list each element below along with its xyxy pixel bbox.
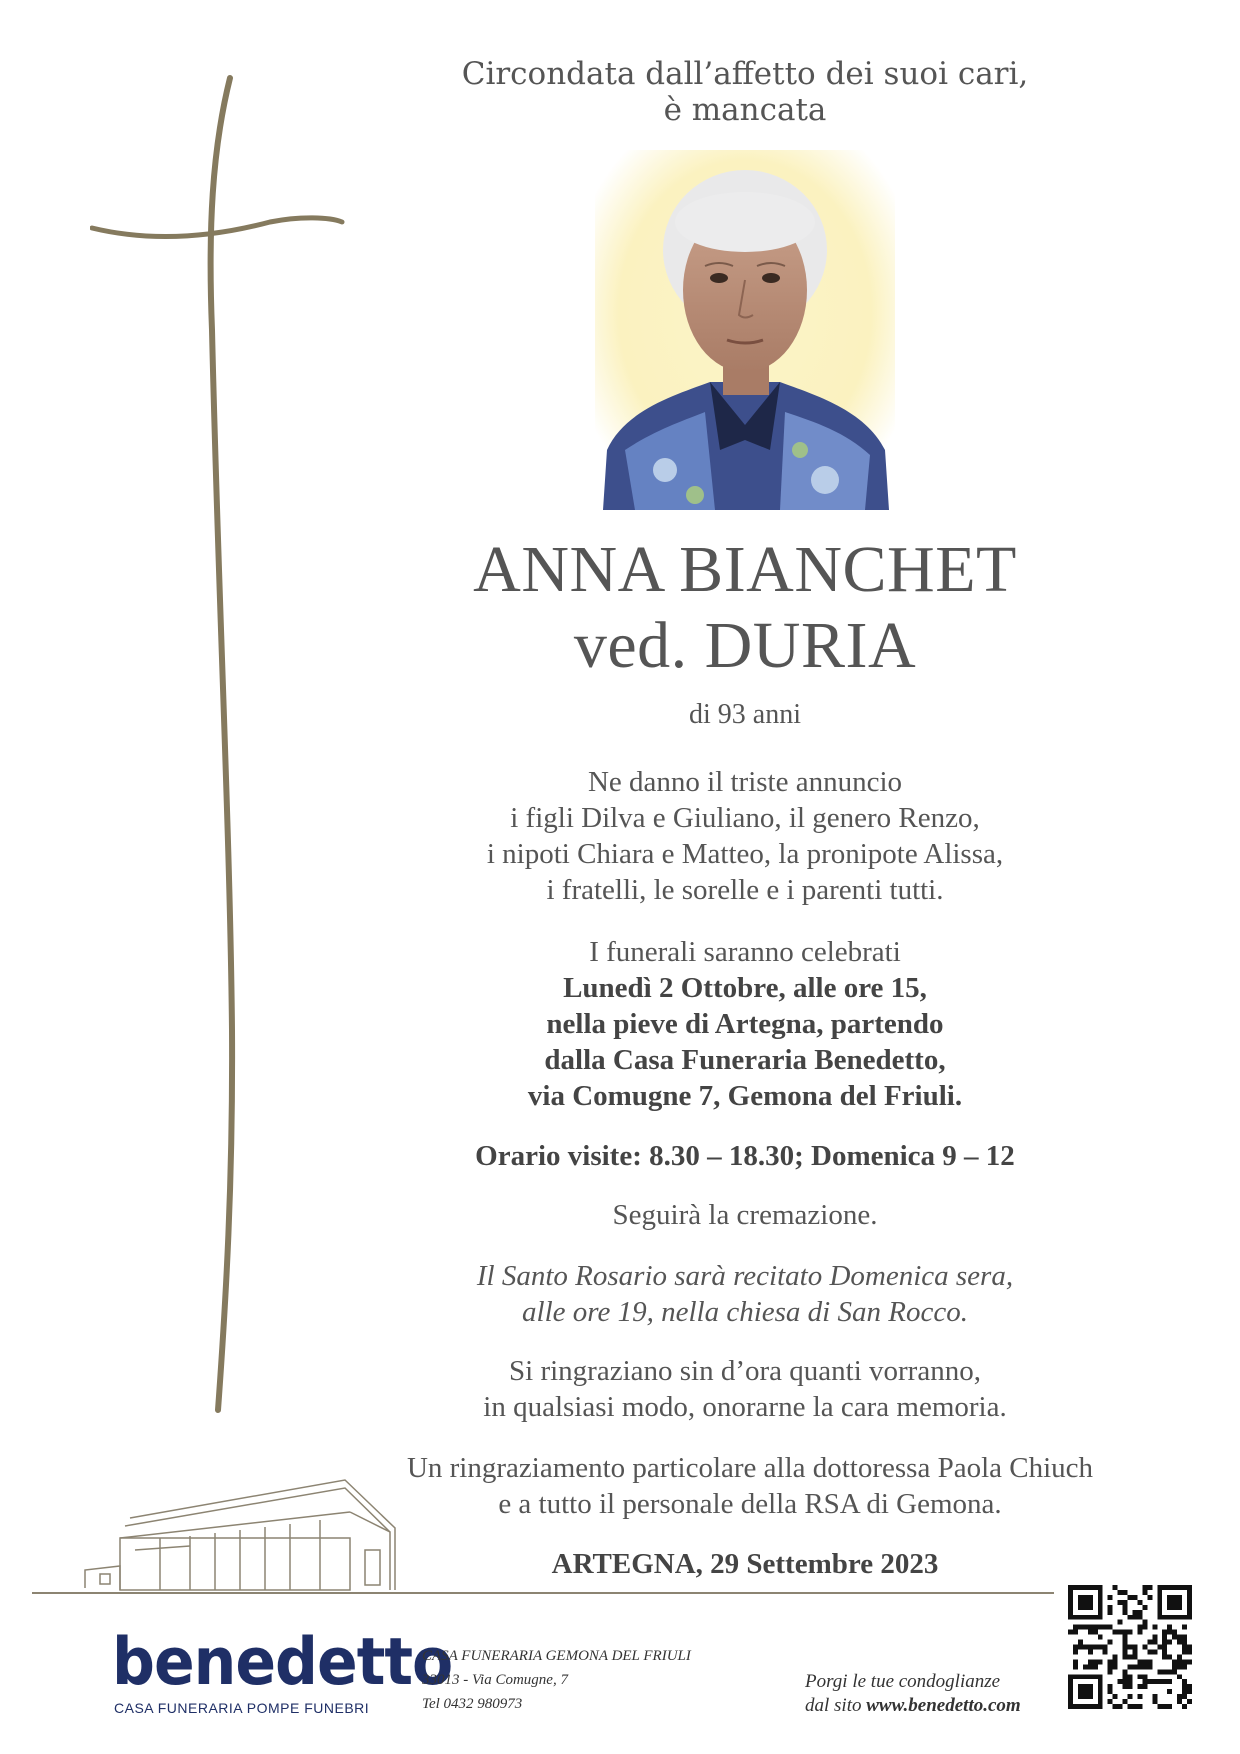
funeral-intro: I funerali saranno celebrati xyxy=(589,936,901,968)
deceased-name xyxy=(440,532,1050,684)
condolences-prefix: dal sito xyxy=(805,1695,867,1716)
website-link[interactable]: www.benedetto.com xyxy=(866,1695,1021,1716)
funeral-paragraph xyxy=(440,934,1050,1114)
condolences-line-1: Porgi le tue condoglianze xyxy=(805,1671,1001,1692)
name-line-2: ved. DURIA xyxy=(573,609,917,682)
rosary-line: alle ore 19, nella chiesa di San Rocco. xyxy=(522,1296,968,1328)
portrait-image xyxy=(595,150,895,510)
funeral-home-building-illustration xyxy=(80,1470,400,1600)
qr-code-icon[interactable] xyxy=(1068,1585,1192,1709)
rosary-line: Il Santo Rosario sarà recitato Domenica sera, xyxy=(476,1260,1014,1292)
funeral-detail: dalla Casa Funeraria Benedetto, xyxy=(544,1044,946,1076)
cremation-note: Seguirà la cremazione. xyxy=(612,1199,878,1231)
announcement-line: i figli Dilva e Giuliano, il genero Renzo, xyxy=(510,802,980,834)
announcement-line: Ne danno il triste annuncio xyxy=(587,766,903,798)
name-line-1: ANNA BIANCHET xyxy=(473,533,1017,606)
funeral-detail: nella pieve di Artegna, partendo xyxy=(546,1008,944,1040)
intro-line-1: Circondata dall’affetto dei suoi cari, xyxy=(461,56,1029,92)
announcement-line: i fratelli, le sorelle e i parenti tutti. xyxy=(546,874,944,906)
benedetto-logo: benedetto xyxy=(112,1624,453,1701)
special-thanks-paragraph xyxy=(370,1450,1130,1522)
funeral-detail: Lunedì 2 Ottobre, alle ore 15, xyxy=(563,972,927,1004)
address-line: 33013 - Via Comugne, 7 xyxy=(422,1672,568,1688)
rosary-paragraph xyxy=(440,1258,1050,1330)
place-date: ARTEGNA, 29 Settembre 2023 xyxy=(551,1548,939,1580)
funeral-detail: via Comugne 7, Gemona del Friuli. xyxy=(527,1080,963,1112)
announcement-paragraph xyxy=(440,764,1050,908)
address-line: Tel 0432 980973 xyxy=(422,1696,523,1712)
condolences-line-2 xyxy=(805,1694,1021,1718)
footer-divider xyxy=(32,1592,1054,1594)
announcement-line: i nipoti Chiara e Matteo, la pronipote Alissa, xyxy=(486,838,1004,870)
visiting-hours: Orario visite: 8.30 – 18.30; Domenica 9 – 12 xyxy=(475,1140,1015,1172)
portrait-photo xyxy=(595,150,895,510)
age-text: di 93 anni xyxy=(689,699,801,730)
special-thanks-line: e a tutto il personale della RSA di Gemona. xyxy=(498,1488,1002,1520)
condolences-note xyxy=(805,1670,1021,1718)
intro-line-2: è mancata xyxy=(663,92,827,128)
thanks-line: in qualsiasi modo, onorarne la cara memoria. xyxy=(483,1391,1007,1423)
thanks-line: Si ringraziano sin d’ora quanti vorranno, xyxy=(509,1355,981,1387)
logo-subtitle: CASA FUNERARIA POMPE FUNEBRI xyxy=(114,1700,370,1716)
cross-icon xyxy=(90,70,350,1420)
special-thanks-line: Un ringraziamento particolare alla dottoressa Paola Chiuch xyxy=(406,1452,1094,1484)
funeral-home-address xyxy=(422,1644,691,1716)
intro-text xyxy=(440,56,1050,128)
address-line: CASA FUNERARIA GEMONA DEL FRIULI xyxy=(422,1648,691,1664)
thanks-paragraph xyxy=(440,1353,1050,1425)
